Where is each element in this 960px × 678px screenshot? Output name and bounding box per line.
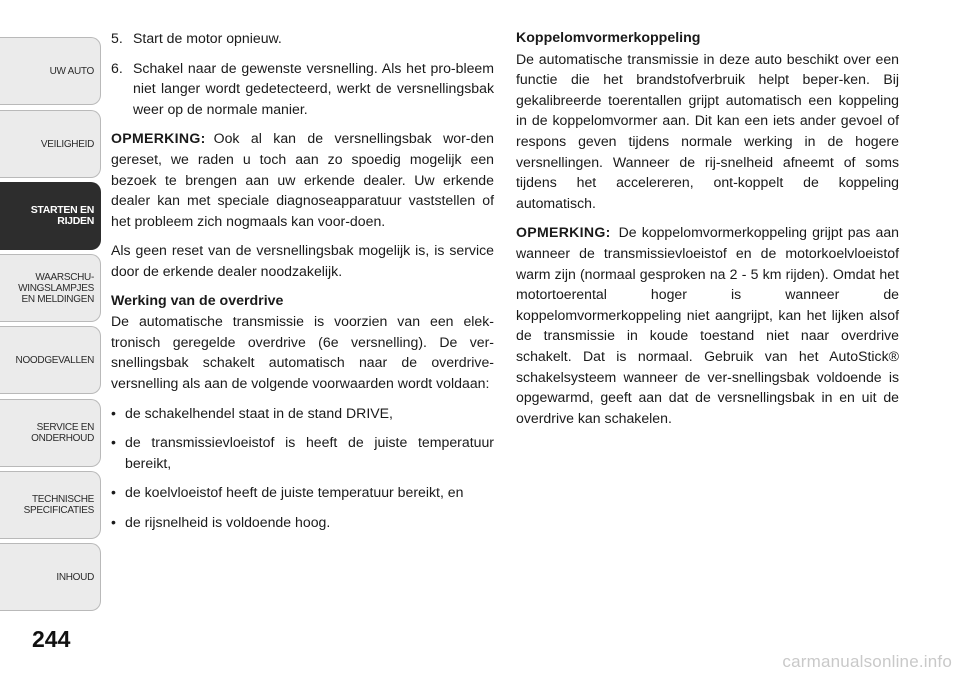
bullet-marker: • <box>111 404 116 421</box>
watermark: carmanualsonline.info <box>782 652 952 671</box>
bullet-text: de rijsnelheid is voldoende hoog. <box>125 513 331 530</box>
tab-uw-auto[interactable]: UW AUTO <box>0 37 101 105</box>
step-text: Start de motor opnieuw. <box>133 30 282 46</box>
tab-service-en-onderhoud[interactable]: SERVICE EN ONDERHOUD <box>0 399 101 467</box>
note-label: OPMERKING: <box>516 224 611 241</box>
bullet-marker: • <box>111 513 116 530</box>
bullet-marker: • <box>111 434 116 451</box>
section-heading: Koppelomvormerkoppeling <box>516 30 701 46</box>
list-item <box>111 403 494 424</box>
tab-waarschuwingslampjes[interactable]: WAARSCHU- WINGSLAMPJES EN MELDINGEN <box>0 254 101 322</box>
note-label: OPMERKING: <box>111 130 206 147</box>
list-item <box>111 512 494 533</box>
left-column <box>111 28 494 541</box>
list-item <box>111 28 494 49</box>
bullet-text: de transmissievloeistof is heeft de juiste temperatuur bereikt, <box>125 434 494 471</box>
list-item <box>111 482 494 503</box>
paragraph: De automatische transmissie in deze auto beschikt over een functie die het brandstofverbruik helpt beper-ken. Bij gekalibreerde toerentallen grijpt automatisch een koppeling in de koppelomvormer aan. Dit kan een iets ander gevoel of respons geven tijdens normale werking in de hogere versnellingen. Wanneer de rij-snelheid afneemt of soms tijdens het accelereren, ont-koppelt de koppeling automatisch. <box>516 50 899 211</box>
paragraph: De automatische transmissie is voorzien van een elek-tronisch geregelde overdrive (6e versnelling). De ver-snellingsbak schakelt automatisch naar de overdrive-versnelling als aan de volgende voorwaarden wordt voldaan: <box>111 313 494 391</box>
right-column <box>516 28 899 437</box>
bullet-marker: • <box>111 484 116 501</box>
step-text: Schakel naar de gewenste versnelling. Als het pro-bleem niet langer wordt gedetecteerd, werkt de versnellingsbak weer op de normale manier. <box>133 59 494 117</box>
note-paragraph <box>111 128 494 231</box>
page-number: 244 <box>32 626 71 652</box>
step-number: 5. <box>111 30 123 46</box>
note-text: De koppelomvormerkoppeling grijpt pas aan wanneer de transmissievloeistof en de motorkoelvloeistof warm zijn (normaal gesproken na 2 - 5 km rijden). Omdat het motortoerental hoger is wanneer de koppelomvormerkoppeling niet aangrijpt, kan het lijken alsof de transmissie in koude toestand niet naar overdrive schakelt. Dat is normaal. Gebruik van het AutoStick® schakelsysteem wanneer de ver-snellingsbak voldoende is opgewarmd, geeft aan dat de versnellingsbak in en uit de overdrive kan schakelen. <box>516 224 899 426</box>
section-heading: Werking van de overdrive <box>111 292 284 309</box>
paragraph: Als geen reset van de versnellingsbak mogelijk is, is service door de erkende dealer noodzakelijk. <box>111 242 494 279</box>
note-text: Ook al kan de versnellingsbak wor-den gereset, we raden u toch aan zo spoedig mogelijk een bezoek te brengen aan uw erkende dealer. Uw erkende dealer kan met speciale diagnoseapparatuur vaststellen of het probleem zich nogmaals kan voor-doen. <box>111 130 494 229</box>
tab-technische-specificaties[interactable]: TECHNISCHE SPECIFICATIES <box>0 471 101 539</box>
chapter-sidebar <box>0 0 104 678</box>
tab-noodgevallen[interactable]: NOODGEVALLEN <box>0 326 101 394</box>
tab-inhoud[interactable]: INHOUD <box>0 543 101 611</box>
list-item <box>111 432 494 473</box>
step-number: 6. <box>111 59 123 76</box>
list-item <box>111 58 494 120</box>
note-paragraph <box>516 222 899 428</box>
tab-starten-en-rijden[interactable]: STARTEN EN RIJDEN <box>0 182 101 250</box>
bullet-text: de schakelhendel staat in de stand DRIVE, <box>125 404 393 421</box>
bullet-text: de koelvloeistof heeft de juiste temperatuur bereikt, en <box>125 484 464 501</box>
tab-veiligheid[interactable]: VEILIGHEID <box>0 110 101 178</box>
